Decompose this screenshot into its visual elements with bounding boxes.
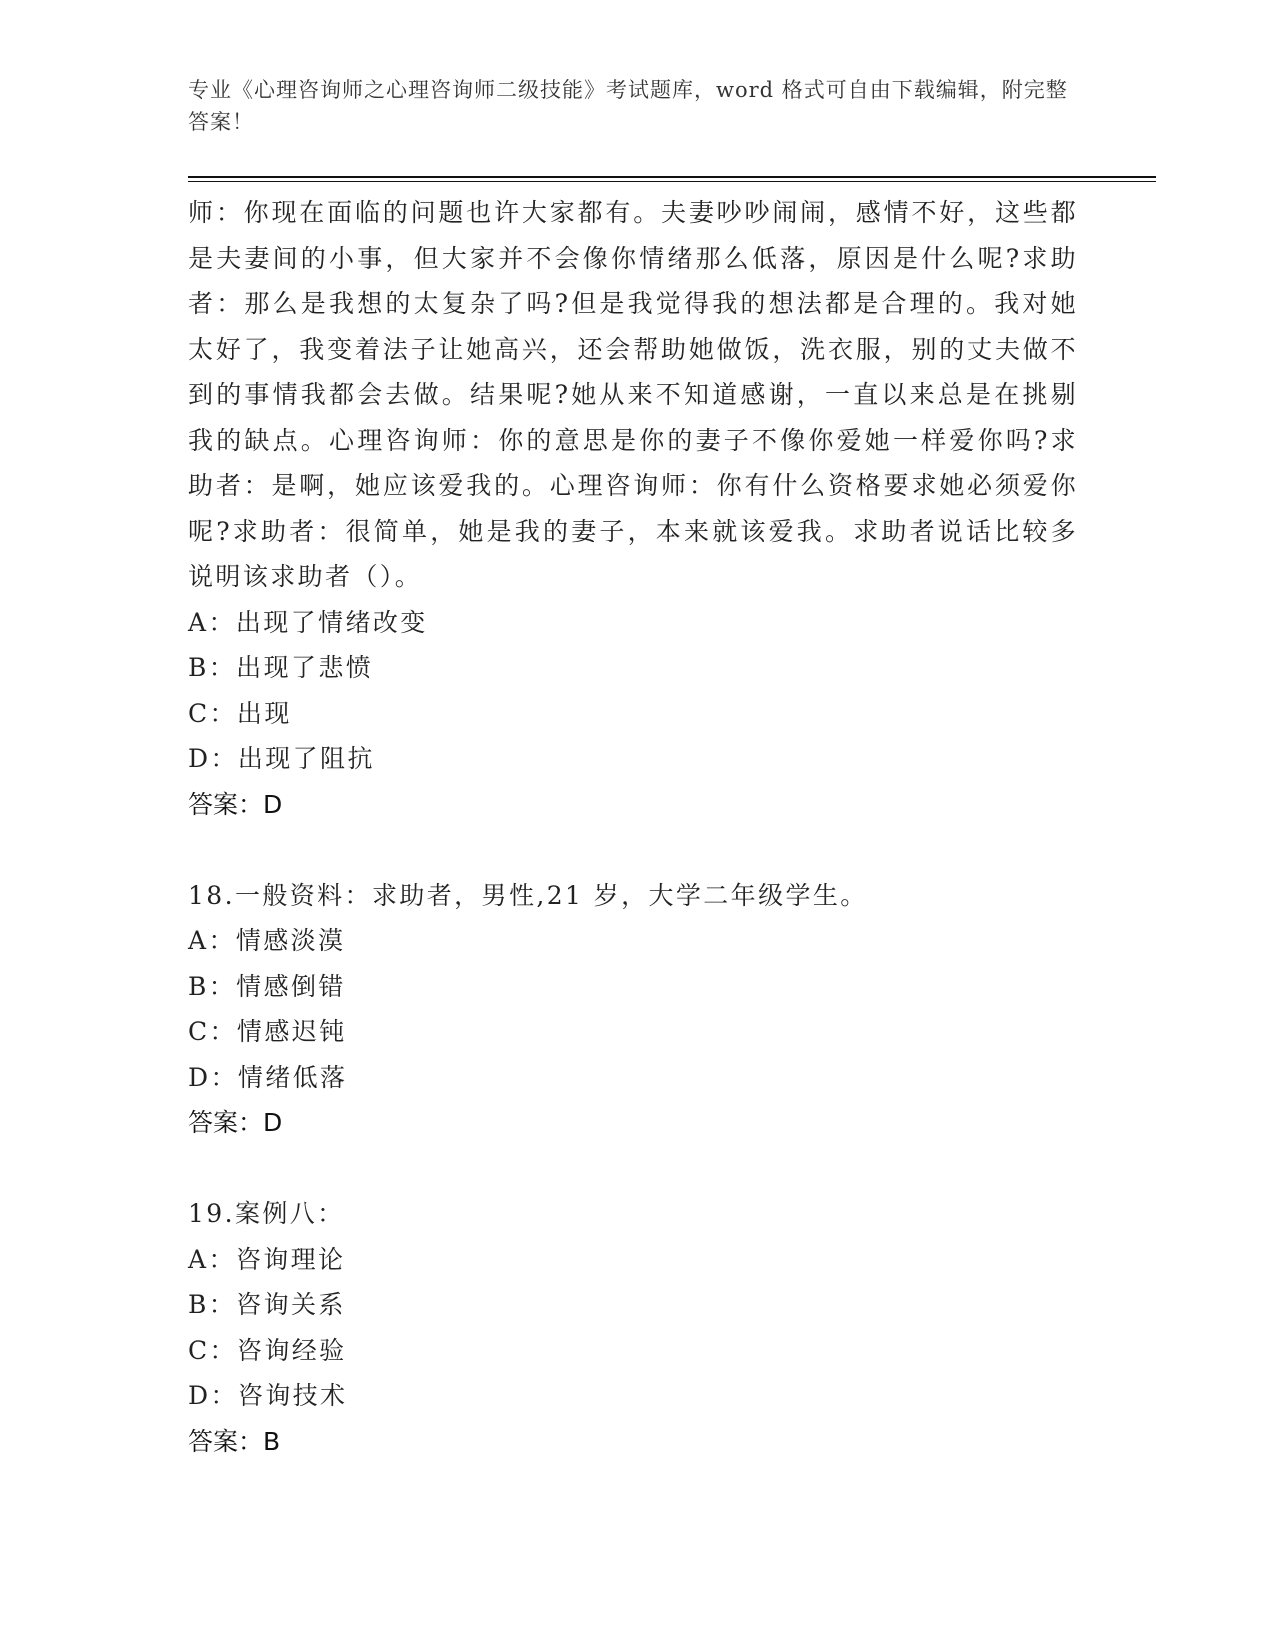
option-a: A：咨询理论 <box>188 1244 346 1274</box>
document-header: 专业《心理咨询师之心理咨询师二级技能》考试题库，word 格式可自由下载编辑，附完整答案！ <box>188 78 1068 134</box>
question-title: 19.案例八： <box>188 1199 345 1228</box>
option-c: C：出现 <box>188 698 292 728</box>
option-b: B：出现了悲愤 <box>188 653 374 682</box>
option-a: A：出现了情绪改变 <box>188 607 428 637</box>
option-b: B：情感倒错 <box>188 971 346 1001</box>
answer: 答案：D <box>188 1108 283 1137</box>
option-d: D：咨询技术 <box>188 1381 348 1410</box>
spacer <box>188 1146 1078 1192</box>
document-body <box>188 190 1078 1464</box>
answer: 答案：B <box>188 1426 281 1456</box>
option-c: C：情感迟钝 <box>188 1017 347 1046</box>
header-rule-thin <box>188 181 1156 182</box>
question-17 <box>188 190 1078 827</box>
answer: 答案：D <box>188 789 283 819</box>
question-title: 18.一般资料：求助者，男性,21 岁，大学二年级学生。 <box>188 880 868 910</box>
question-18 <box>188 873 1078 1146</box>
option-b: B：咨询关系 <box>188 1290 346 1319</box>
option-c: C：咨询经验 <box>188 1335 347 1365</box>
spacer <box>188 827 1078 873</box>
option-a: A：情感淡漠 <box>188 926 346 955</box>
header-rule-thick <box>188 176 1156 178</box>
question-passage: 师：你现在面临的问题也许大家都有。夫妻吵吵闹闹，感情不好，这些都是夫妻间的小事，但大家并不会像你情绪那么低落，原因是什么呢?求助者：那么是我想的太复杂了吗?但是我觉得我的想法都是合理的。我对她太好了，我变着法子让她高兴，还会帮助她做饭，洗衣服，别的丈夫做不到的事情我都会去做。结果呢?她从来不知道感谢，一直以来总是在挑剔我的缺点。心理咨询师：你的意思是你的妻子不像你爱她一样爱你吗?求助者：是啊，她应该爱我的。心理咨询师：你有什么资格要求她必须爱你呢?求助者：很简单，她是我的妻子，本来就该爱我。求助者说话比较多说明该求助者（）。 <box>188 198 1078 591</box>
option-d: D：出现了阻抗 <box>188 744 375 773</box>
question-19 <box>188 1191 1078 1464</box>
option-d: D：情绪低落 <box>188 1062 348 1092</box>
